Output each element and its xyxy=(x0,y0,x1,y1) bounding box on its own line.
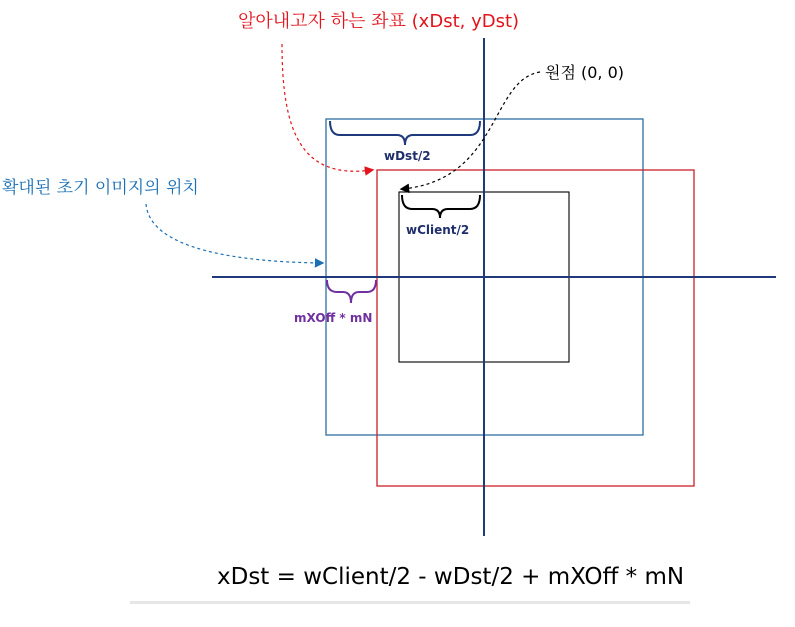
target-pointer-arrow xyxy=(282,44,372,171)
mxoff-mn-label: mXOff * mN xyxy=(294,311,373,325)
clipped-second-formula-fragment xyxy=(130,601,690,604)
destination-box xyxy=(377,170,694,486)
formula-line: xDst = wClient/2 - wDst/2 + mXOff * mN xyxy=(217,564,685,590)
target-coordinate-label: 알아내고자 하는 좌표 (xDst, yDst) xyxy=(238,11,520,32)
wdst-half-label: wDst/2 xyxy=(384,149,431,163)
scaled-image-position-label: 확대된 초기 이미지의 위치 xyxy=(2,178,199,198)
origin-label: 원점 (0, 0) xyxy=(545,63,625,82)
mxoff-brace xyxy=(327,280,376,303)
wclient-brace xyxy=(402,195,480,218)
wclient-half-label: wClient/2 xyxy=(406,223,470,237)
wdst-brace xyxy=(330,121,480,145)
origin-pointer-arrow xyxy=(402,72,540,189)
scaled-image-pointer-arrow xyxy=(146,204,322,263)
